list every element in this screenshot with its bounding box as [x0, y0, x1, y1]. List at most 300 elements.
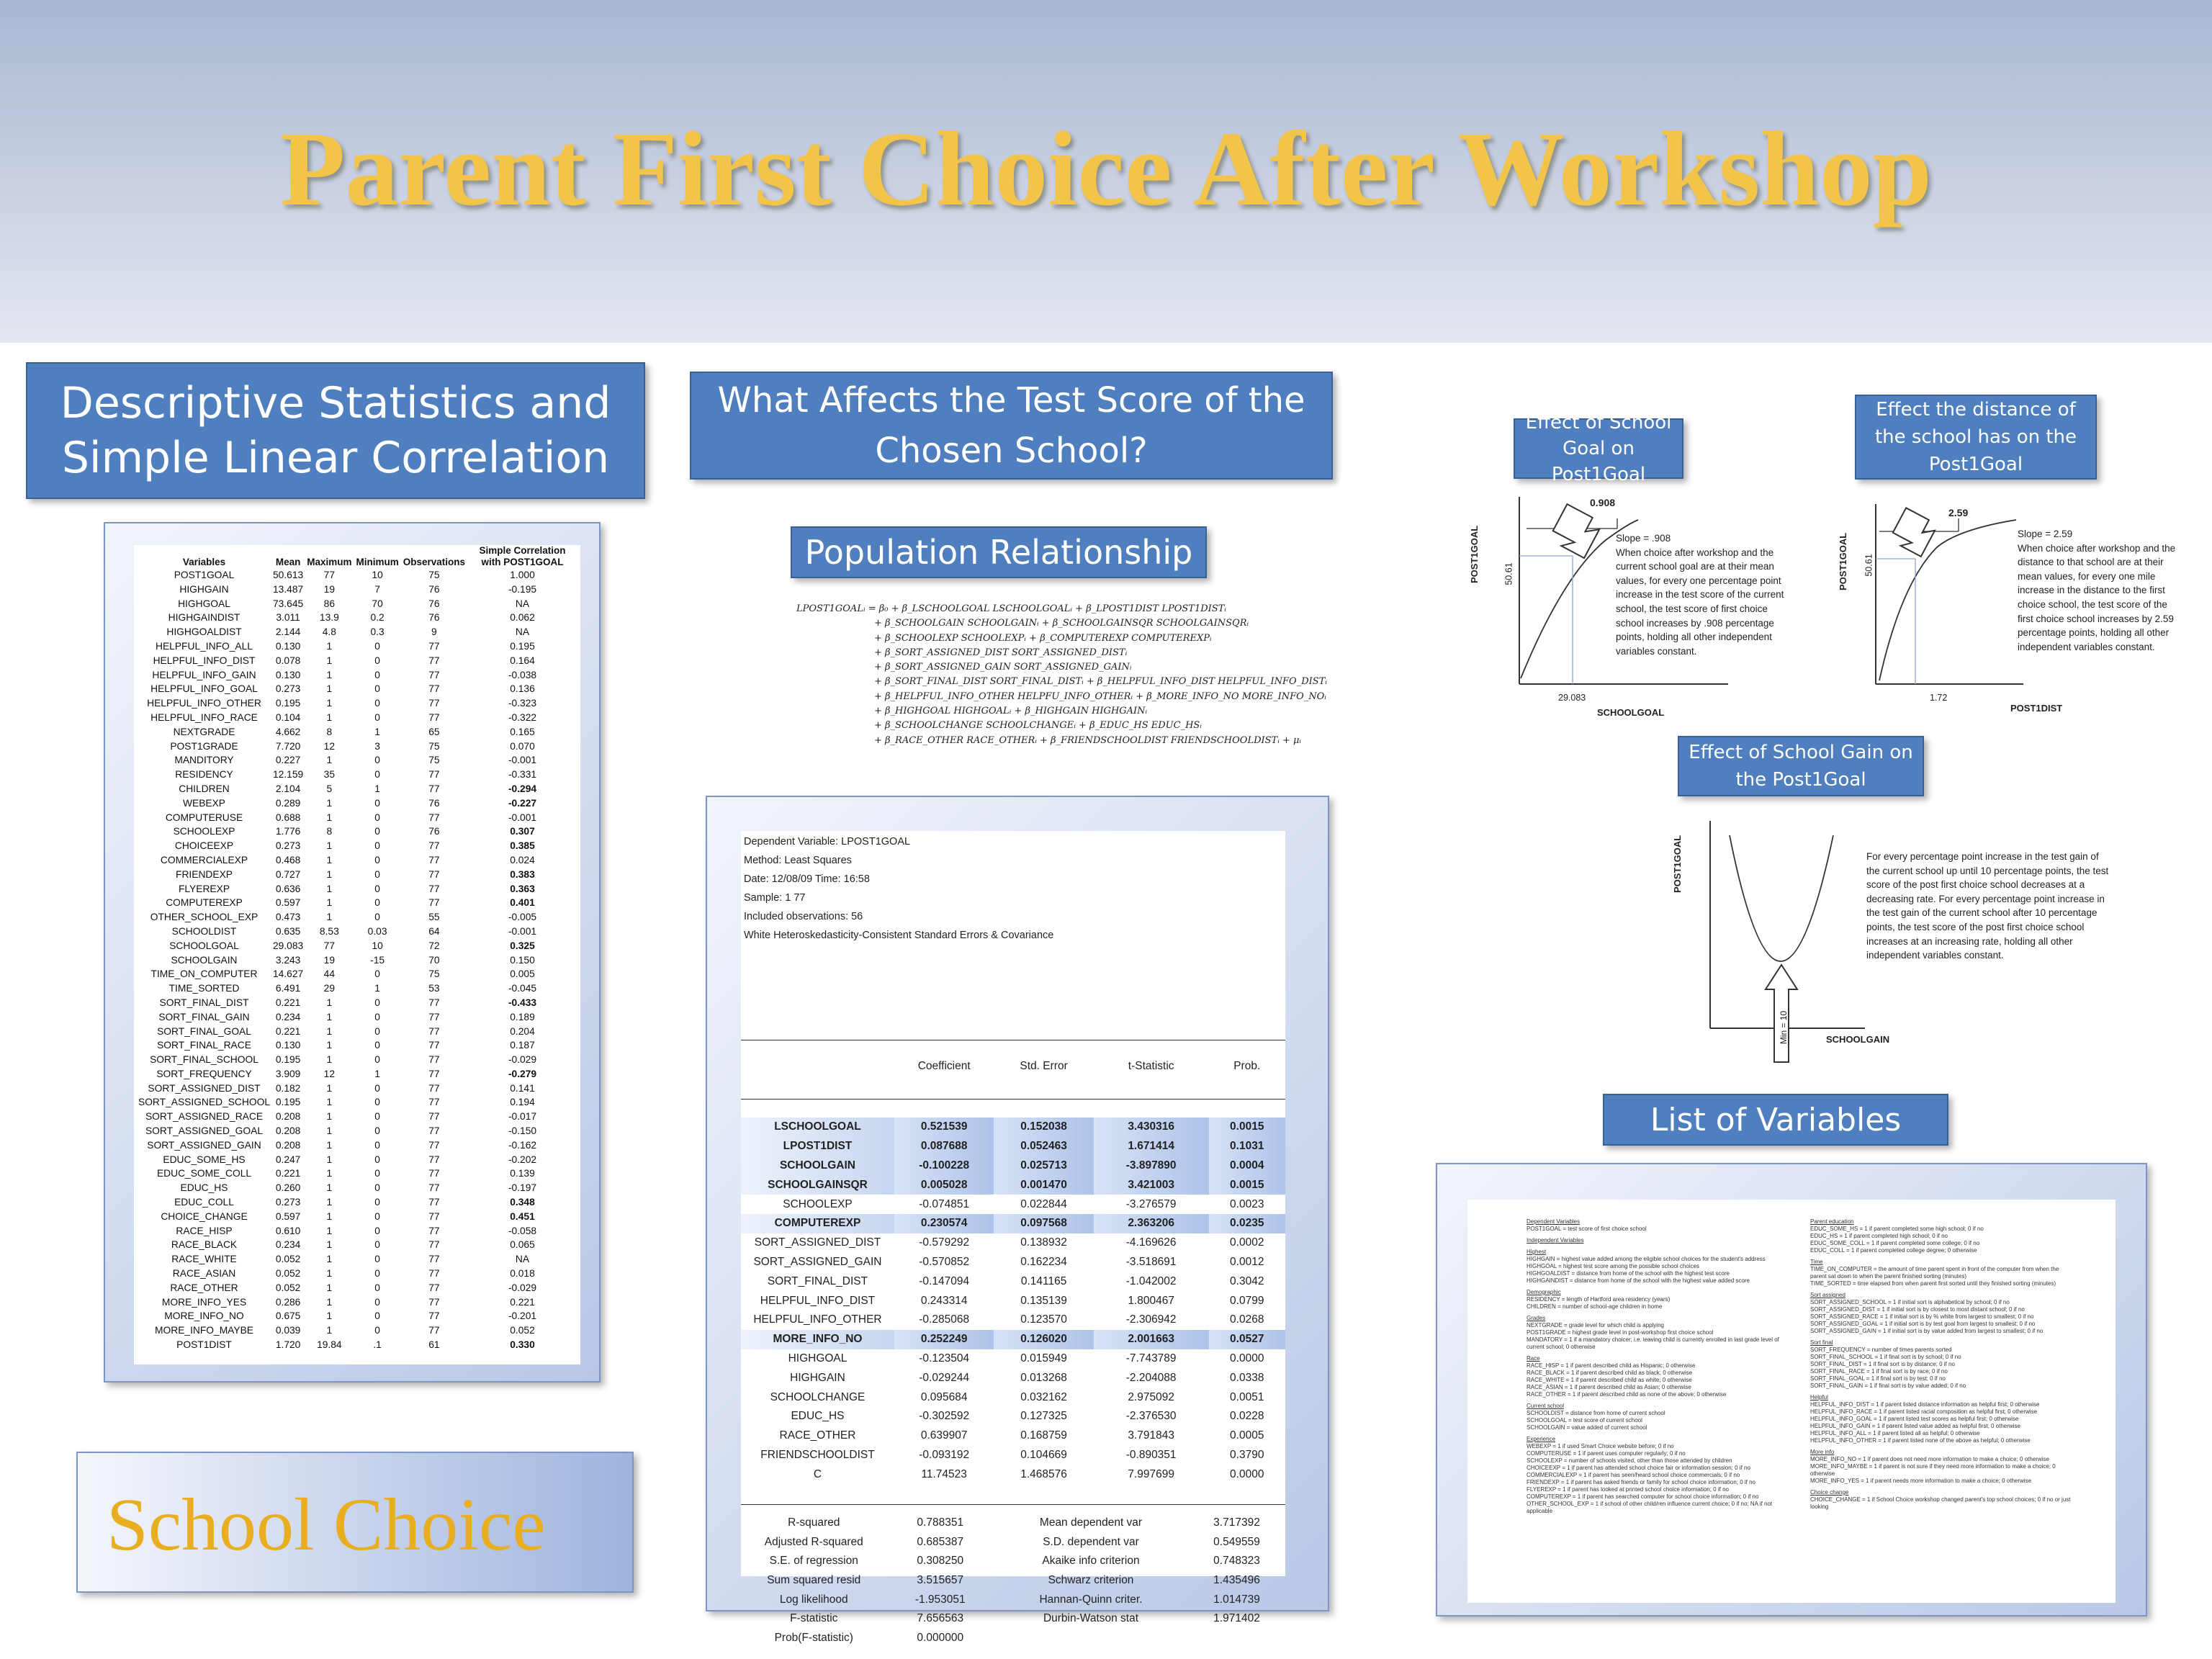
descriptive-cell: 0.688 [275, 811, 301, 823]
regression-row [741, 1407, 1285, 1426]
descriptive-cell: 77 [428, 655, 440, 666]
descriptive-cell: 1 [326, 1011, 333, 1022]
descriptive-row [137, 910, 577, 925]
variable-section-heading: Sort final [1810, 1339, 1833, 1346]
descriptive-cell: RACE_OTHER [170, 1282, 238, 1293]
regression-cell: -2.306942 [1125, 1313, 1177, 1326]
regression-cell: FRIENDSCHOOLDIST [760, 1448, 875, 1461]
descriptive-row [137, 1252, 577, 1267]
descriptive-cell: 77 [428, 811, 440, 823]
descriptive-cell: 3.011 [276, 612, 300, 624]
descriptive-cell: NA [515, 598, 530, 609]
variable-definition: MORE_INFO_NO = 1 if parent does not need more information to make a choice; 0 otherwise [1810, 1456, 2049, 1462]
descriptive-cell: SORT_FINAL_RACE [157, 1040, 251, 1051]
equation-line: + β_SCHOOLCHANGE SCHOOLCHANGEᵢ + β_EDUC_HS EDUC_HSᵢ [874, 720, 1202, 732]
descriptive-cell: RACE_WHITE [171, 1254, 237, 1265]
descriptive-cell: 0.473 [275, 912, 301, 923]
regression-cell: -7.743789 [1125, 1352, 1177, 1364]
descriptive-cell: TIME_SORTED [168, 983, 240, 994]
regression-cell: -0.123504 [919, 1352, 970, 1364]
regression-stat-row [741, 1533, 1285, 1552]
descriptive-cell: EDUC_SOME_HS [163, 1154, 246, 1165]
descriptive-cell: 0 [374, 826, 380, 837]
descriptive-row [137, 568, 577, 583]
variable-definition: HELPFUL_INFO_RACE = 1 if parent listed racial composition as helpful first; 0 otherwise [1810, 1408, 2038, 1415]
school-choice-label: School Choice [107, 1483, 546, 1566]
variable-definition: HIGHGAIN = highest value added among the eligible school choices for the student's address [1527, 1256, 1766, 1262]
descriptive-cell: 0 [374, 1040, 380, 1051]
descriptive-cell: -15 [370, 954, 385, 966]
descriptive-cell: 0 [374, 1125, 380, 1137]
regression-stat-row [741, 1552, 1285, 1571]
regression-cell: 0.022844 [1020, 1197, 1067, 1210]
equation-line: + β_SCHOOLEXP SCHOOLEXPᵢ + β_COMPUTEREXP COMPUTEREXPᵢ [874, 632, 1212, 644]
descriptive-cell: -0.322 [508, 711, 537, 723]
regression-cell: SORT_ASSIGNED_DIST [754, 1236, 881, 1249]
descriptive-cell: 77 [428, 1282, 440, 1293]
descriptive-row [137, 1053, 577, 1067]
page-title: Parent First Choice After Workshop [280, 110, 1932, 228]
descriptive-cell: -0.201 [508, 1310, 537, 1322]
regression-cell: 0.639907 [920, 1429, 968, 1442]
descriptive-cell: 1 [326, 797, 333, 809]
population-header [791, 526, 1207, 578]
descriptive-cell: 1 [326, 1097, 333, 1108]
descriptive-row [137, 625, 577, 639]
regression-cell: 0.243314 [920, 1294, 968, 1307]
regression-row [741, 1233, 1285, 1253]
descriptive-cell: 75 [428, 740, 440, 752]
descriptive-row [137, 1295, 577, 1310]
variable-definition: MORE_INFO_YES = 1 if parent needs more information to make a choice; 0 otherwise [1810, 1478, 2032, 1484]
variable-section-heading: More info [1810, 1449, 1835, 1455]
descriptive-cell: 77 [428, 1054, 440, 1066]
regression-stat-cell: 1.971402 [1213, 1612, 1260, 1625]
descriptive-cell: HELPFUL_INFO_OTHER [147, 698, 261, 709]
descriptive-cell: 53 [428, 983, 440, 994]
descriptive-cell: 12 [323, 1068, 336, 1079]
descriptive-row [137, 868, 577, 882]
descriptive-cell: SORT_ASSIGNED_RACE [145, 1111, 264, 1123]
regression-cell: HELPFUL_INFO_DIST [760, 1294, 876, 1307]
variable-definition: FRIENDEXP = 1 if parent has asked friends or family for school choice information; 0 if no [1527, 1479, 1755, 1485]
variable-definition: SORT_ASSIGNED_GAIN = 1 if initial sort is by value added from largest to smallest; 0 if no [1810, 1328, 2044, 1334]
regression-output [741, 831, 1285, 1644]
variable-definition: HIGHGOAL = highest test score among the possible school choices [1527, 1263, 1700, 1269]
descriptive-cell: 0 [374, 1225, 380, 1236]
regression-cell: -3.897890 [1094, 1156, 1209, 1176]
descriptive-cell: 1.776 [275, 826, 301, 837]
regression-cell: 0.0004 [1209, 1156, 1286, 1176]
descriptive-cell: -0.294 [508, 783, 537, 794]
descriptive-cell: 0.289 [275, 797, 301, 809]
regression-meta-line: Included observations: 56 [744, 911, 863, 922]
variable-definition: HELPFUL_INFO_GAIN = 1 if parent listed value added as helpful first; 0 otherwise [1810, 1423, 2020, 1429]
descriptive-cell: 77 [428, 1082, 440, 1094]
descriptive-cell: 19 [323, 954, 336, 966]
regression-cell: 1.800467 [1128, 1294, 1174, 1307]
descriptive-cell: 1 [326, 1210, 333, 1222]
descriptive-row [137, 768, 577, 782]
population-equation [796, 602, 1327, 748]
regression-divider-stats [741, 1504, 1285, 1505]
descriptive-cell: 0.383 [510, 868, 535, 880]
variable-definition: HELPFUL_INFO_GOAL = 1 if parent listed test scores as helpful first; 0 otherwise [1810, 1416, 2019, 1422]
descriptive-cell: RACE_ASIAN [172, 1268, 236, 1280]
goal-x-label: SCHOOLGOAL [1597, 707, 1665, 718]
descriptive-cell: 0.195 [275, 1097, 301, 1108]
regression-stat-cell: Mean dependent var [1039, 1516, 1143, 1529]
descriptive-cell: 2.144 [275, 626, 301, 638]
descriptive-cell: 0.221 [275, 997, 301, 1008]
descriptive-cell: -0.001 [508, 925, 537, 937]
descriptive-row [137, 1281, 577, 1295]
regression-cell: 0.162234 [1020, 1255, 1067, 1268]
descriptive-cell: 0.286 [275, 1296, 301, 1308]
regression-stat-cell: -1.953051 [914, 1593, 966, 1606]
variable-definition: POST1GRADE = highest grade level in post-workshop first choice school [1527, 1329, 1714, 1336]
regression-meta-line: Method: Least Squares [744, 855, 852, 866]
descriptive-cell: 77 [428, 711, 440, 723]
gain-effect-header [1678, 736, 1924, 796]
descriptive-cell: 0 [374, 1097, 380, 1108]
descriptive-col-header: Variables [182, 557, 226, 567]
variable-definition: CHOICEEXP = 1 if parent has attended school choice fair or information session; 0 if no [1527, 1465, 1750, 1471]
regression-row [741, 1253, 1285, 1272]
descriptive-cell: -0.029 [508, 1282, 537, 1293]
descriptive-cell: -0.323 [508, 698, 537, 709]
regression-cell: 2.975092 [1128, 1390, 1174, 1403]
descriptive-cell: 0.325 [510, 940, 535, 951]
regression-cell: -0.570852 [919, 1255, 970, 1268]
descriptive-header-text: Descriptive Statistics and Simple Linear Correlation [60, 378, 611, 483]
regression-stat-row [741, 1571, 1285, 1591]
descriptive-cell: SCHOOLDIST [171, 925, 237, 937]
descriptive-cell: 0 [374, 1282, 380, 1293]
descriptive-cell: -0.001 [508, 755, 537, 766]
descriptive-table-body [137, 568, 577, 1352]
descriptive-cell: 0.221 [275, 1025, 301, 1037]
descriptive-cell: -0.202 [508, 1154, 537, 1165]
regression-row [741, 1175, 1285, 1195]
descriptive-cell: 0 [374, 968, 380, 980]
regression-stat-cell: 0.308250 [917, 1555, 964, 1568]
descriptive-row [137, 639, 577, 654]
regression-meta [744, 832, 1053, 945]
regression-cell: 0.095684 [920, 1390, 968, 1403]
variable-section-heading: Grades [1527, 1315, 1546, 1321]
descriptive-cell: 12.159 [273, 769, 304, 781]
regression-meta-line: Dependent Variable: LPOST1GOAL [744, 836, 911, 848]
descriptive-row [137, 739, 577, 754]
descriptive-cell: -0.005 [508, 912, 537, 923]
descriptive-row [137, 725, 577, 739]
regression-cell: 0.025713 [994, 1156, 1093, 1176]
descriptive-cell: 1 [326, 1139, 333, 1151]
descriptive-cell: -0.150 [508, 1125, 537, 1137]
descriptive-cell: 3 [374, 740, 380, 752]
descriptive-cell: 8.53 [319, 925, 339, 937]
descriptive-cell: 0 [374, 883, 380, 894]
descriptive-cell: 1 [326, 840, 333, 852]
descriptive-row [137, 1195, 577, 1210]
descriptive-cell: 76 [428, 612, 440, 624]
regression-cell: -3.276579 [1125, 1197, 1177, 1210]
descriptive-cell: 0.636 [275, 883, 301, 894]
descriptive-cell: POST1GRADE [170, 740, 238, 752]
descriptive-cell: 77 [428, 1182, 440, 1194]
descriptive-cell: 19 [323, 583, 336, 595]
descriptive-cell: 0.164 [510, 655, 535, 666]
descriptive-cell: 0 [374, 1182, 380, 1194]
regression-stat-cell: Akaike info criterion [1042, 1555, 1140, 1568]
descriptive-cell: 76 [428, 797, 440, 809]
descriptive-cell: 76 [428, 583, 440, 595]
descriptive-cell: 50.613 [273, 570, 304, 580]
descriptive-cell: 76 [428, 826, 440, 837]
regression-cell: 0.013268 [1020, 1371, 1067, 1384]
descriptive-cell: 86 [323, 598, 336, 609]
variable-section-heading: Helpful [1810, 1394, 1828, 1401]
descriptive-cell: 1 [326, 1254, 333, 1265]
variable-definition: RACE_WHITE = 1 if parent described child as white; 0 otherwise [1527, 1377, 1692, 1383]
descriptive-cell: 77 [428, 1097, 440, 1108]
descriptive-row [137, 1138, 577, 1153]
dist-slope: 2.59 [1948, 507, 1969, 518]
regression-cell: 0.005028 [894, 1175, 994, 1195]
descriptive-cell: 0 [374, 1197, 380, 1208]
descriptive-row [137, 996, 577, 1010]
test-score-header [690, 372, 1333, 480]
descriptive-cell: -0.197 [508, 1182, 537, 1194]
regression-stat-cell: Hannan-Quinn criter. [1039, 1593, 1143, 1606]
regression-cell: 0.0268 [1230, 1313, 1264, 1326]
descriptive-cell: 0.234 [275, 1011, 301, 1022]
descriptive-cell: 0.052 [275, 1268, 301, 1280]
goal-slope: 0.908 [1590, 497, 1616, 508]
descriptive-cell: MANDITORY [174, 755, 234, 766]
regression-cell: EDUC_HS [791, 1410, 845, 1423]
descriptive-row [137, 1124, 577, 1138]
descriptive-cell: WEBEXP [182, 797, 226, 809]
descriptive-cell: 0.208 [275, 1111, 301, 1123]
regression-cell: -1.042002 [1125, 1274, 1177, 1287]
variable-definition: SORT_FINAL_DIST = 1 if final sort is by distance; 0 if no [1810, 1361, 1955, 1367]
descriptive-cell: -0.045 [508, 983, 537, 994]
descriptive-cell: 0 [374, 1325, 380, 1336]
descriptive-cell: 1 [326, 698, 333, 709]
descriptive-cell: 0.070 [510, 740, 535, 752]
regression-cell: 0.087688 [894, 1137, 994, 1156]
regression-row [741, 1465, 1285, 1484]
variable-definition: HIGHGOALDIST = distance from home of the school with the highest test score [1527, 1270, 1730, 1277]
variable-section-heading: Parent education [1810, 1218, 1854, 1225]
descriptive-cell: 77 [323, 940, 336, 951]
descriptive-cell: 0 [374, 1168, 380, 1179]
descriptive-cell: 77 [428, 1225, 440, 1236]
descriptive-cell: 1 [374, 983, 380, 994]
regression-stat-cell: 1.014739 [1213, 1593, 1260, 1606]
descriptive-cell: 55 [428, 912, 440, 923]
descriptive-cell: 77 [428, 669, 440, 680]
descriptive-row [137, 824, 577, 839]
descriptive-cell: HIGHGOAL [178, 598, 230, 609]
descriptive-cell: 65 [428, 726, 440, 737]
regression-cell: 1.671414 [1094, 1137, 1209, 1156]
descriptive-cell: HIGHGAINDIST [168, 612, 240, 624]
descriptive-cell: .1 [373, 1339, 382, 1351]
dist-x-label: POST1DIST [2010, 703, 2063, 714]
descriptive-cell: 0.208 [275, 1139, 301, 1151]
descriptive-cell: 77 [428, 1239, 440, 1251]
regression-cell: 0.0023 [1230, 1197, 1264, 1210]
variable-definition: MORE_INFO_MAYBE = 1 if parent is not sure if they need more information to make a choice; 0 otherwise [1810, 1463, 2056, 1477]
regression-stat-cell: 0.788351 [917, 1516, 964, 1529]
variable-section-heading: Race [1527, 1355, 1540, 1362]
regression-cell: LSCHOOLGOAL [741, 1118, 894, 1137]
descriptive-cell: -0.433 [508, 997, 537, 1008]
descriptive-row [137, 1038, 577, 1053]
descriptive-row [137, 1181, 577, 1195]
descriptive-row [137, 782, 577, 796]
regression-cell: 0.0228 [1230, 1410, 1264, 1423]
descriptive-cell: 77 [428, 1310, 440, 1322]
descriptive-cell: 0.401 [510, 897, 535, 909]
regression-cell: -0.093192 [919, 1448, 970, 1461]
descriptive-cell: 0.227 [275, 755, 301, 766]
descriptive-cell: SORT_ASSIGNED_GAIN [147, 1139, 261, 1151]
gain-x-label: SCHOOLGAIN [1826, 1034, 1890, 1045]
descriptive-cell: -0.162 [508, 1139, 537, 1151]
descriptive-cell: HELPFUL_INFO_GAIN [152, 669, 256, 680]
descriptive-cell: 0 [374, 711, 380, 723]
descriptive-row [137, 1025, 577, 1039]
descriptive-cell: -0.001 [508, 811, 537, 823]
regression-cell: 3.430316 [1094, 1118, 1209, 1137]
regression-cell: -0.029244 [919, 1371, 970, 1384]
regression-cell: LPOST1DIST [741, 1137, 894, 1156]
descriptive-row [137, 1082, 577, 1096]
regression-cell: -0.100228 [894, 1156, 994, 1176]
descriptive-cell: HIGHGOALDIST [166, 626, 242, 638]
descriptive-cell: 1 [326, 883, 333, 894]
descriptive-cell: 0 [374, 811, 380, 823]
regression-cell: 0.126020 [994, 1330, 1093, 1349]
regression-cell: 0.152038 [994, 1118, 1093, 1137]
descriptive-cell: 77 [428, 783, 440, 794]
descriptive-cell: 0.130 [275, 1040, 301, 1051]
descriptive-cell: 1 [326, 1225, 333, 1236]
population-header-text: Population Relationship [804, 533, 1193, 572]
variable-definition: RACE_HISP = 1 if parent described child as Hispanic; 0 otherwise [1527, 1362, 1696, 1369]
regression-col-header: Std. Error [1020, 1060, 1068, 1072]
descriptive-cell: 1 [326, 1296, 333, 1308]
goal-y-label: POST1GOAL [1469, 525, 1480, 583]
regression-cell: 0.0527 [1209, 1330, 1286, 1349]
variable-definition: COMPUTERUSE = 1 if parent uses computer regularly; 0 if no [1527, 1450, 1686, 1457]
regression-cell: -0.302592 [919, 1410, 970, 1423]
descriptive-cell: 0 [374, 669, 380, 680]
descriptive-cell: 77 [428, 1011, 440, 1022]
descriptive-row [137, 1110, 577, 1124]
descriptive-cell: 0.018 [510, 1268, 535, 1280]
descriptive-cell: RACE_BLACK [171, 1239, 238, 1251]
regression-cell: 3.791843 [1128, 1429, 1174, 1442]
descriptive-cell: 7 [374, 583, 380, 595]
variable-definition: SORT_FINAL_RACE = 1 if final sort is by race; 0 if no [1810, 1368, 1948, 1375]
descriptive-cell: 44 [323, 968, 336, 980]
descriptive-cell: 10 [372, 940, 383, 951]
descriptive-cell: SORT_FREQUENCY [156, 1068, 252, 1079]
regression-cell: 0.0338 [1230, 1371, 1264, 1384]
descriptive-row [137, 1166, 577, 1181]
regression-cell: -0.890351 [1125, 1448, 1177, 1461]
descriptive-cell: -0.058 [508, 1225, 537, 1236]
descriptive-row [137, 1323, 577, 1338]
descriptive-cell: 0.052 [275, 1254, 301, 1265]
equation-line: + β_SCHOOLGAIN SCHOOLGAINᵢ + β_SCHOOLGAINSQR SCHOOLGAINSQRᵢ [874, 618, 1249, 629]
descriptive-cell: POST1GOAL [174, 570, 235, 580]
descriptive-cell: 7.720 [275, 740, 301, 752]
descriptive-cell: 0.273 [275, 840, 301, 852]
regression-cell: C [813, 1467, 822, 1480]
descriptive-cell: 77 [428, 868, 440, 880]
regression-stat-cell: 0.549559 [1213, 1535, 1260, 1548]
regression-cell: -2.376530 [1125, 1410, 1177, 1423]
descriptive-cell: 77 [428, 1068, 440, 1079]
regression-coefficients [741, 1118, 1285, 1484]
descriptive-cell: MORE_INFO_NO [164, 1310, 244, 1322]
descriptive-cell: 0.610 [275, 1225, 301, 1236]
descriptive-cell: 77 [428, 769, 440, 781]
variable-section-heading: Current school [1527, 1403, 1565, 1409]
descriptive-cell: 0.130 [275, 640, 301, 652]
regression-coefficients-body [741, 1118, 1285, 1484]
descriptive-cell: 0.348 [510, 1197, 535, 1208]
descriptive-cell: 1 [326, 912, 333, 923]
descriptive-cell: 61 [428, 1339, 440, 1351]
regression-cell: 11.74523 [921, 1467, 967, 1480]
descriptive-cell: -0.038 [508, 669, 537, 680]
variable-section-heading: Dependent Variables [1527, 1218, 1581, 1225]
descriptive-cell: 1.000 [510, 570, 535, 580]
descriptive-cell: EDUC_COLL [174, 1197, 234, 1208]
regression-cell: SCHOOLCHANGE [770, 1390, 866, 1403]
descriptive-cell: 0.189 [510, 1011, 535, 1022]
goal-text: Slope = .908 When choice after workshop and the current school goal are at their mean values, for every one percentage point increase in the test score of the current school, the test score of first choice school increases by .908 percentage points, holding all other independent variables constant. [1616, 533, 1784, 657]
descriptive-cell: 1 [326, 1054, 333, 1066]
regression-cell: 3.421003 [1094, 1175, 1209, 1195]
regression-row [741, 1195, 1285, 1214]
descriptive-cell: 0.234 [275, 1239, 301, 1251]
regression-column-header-row [741, 1060, 1285, 1073]
descriptive-cell: 1 [326, 711, 333, 723]
descriptive-cell: 77 [428, 1254, 440, 1265]
descriptive-row [137, 796, 577, 811]
descriptive-cell: 29.083 [273, 940, 304, 951]
regression-meta-line: Date: 12/08/09 Time: 16:58 [744, 873, 870, 885]
descriptive-cell: 0.104 [275, 711, 301, 723]
descriptive-cell: 0.468 [275, 854, 301, 866]
descriptive-cell: SORT_FINAL_GOAL [157, 1025, 251, 1037]
regression-stat-cell: Log likelihood [779, 1593, 848, 1606]
variable-definition: SCHOOLEXP = number of schools visited, other than those attended by children [1527, 1457, 1732, 1464]
descriptive-cell: SORT_ASSIGNED_DIST [148, 1082, 261, 1094]
descriptive-cell: 0.03 [367, 925, 387, 937]
descriptive-cell: 0 [374, 868, 380, 880]
dist-y-label: POST1GOAL [1838, 532, 1848, 590]
regression-stat-row [741, 1590, 1285, 1609]
